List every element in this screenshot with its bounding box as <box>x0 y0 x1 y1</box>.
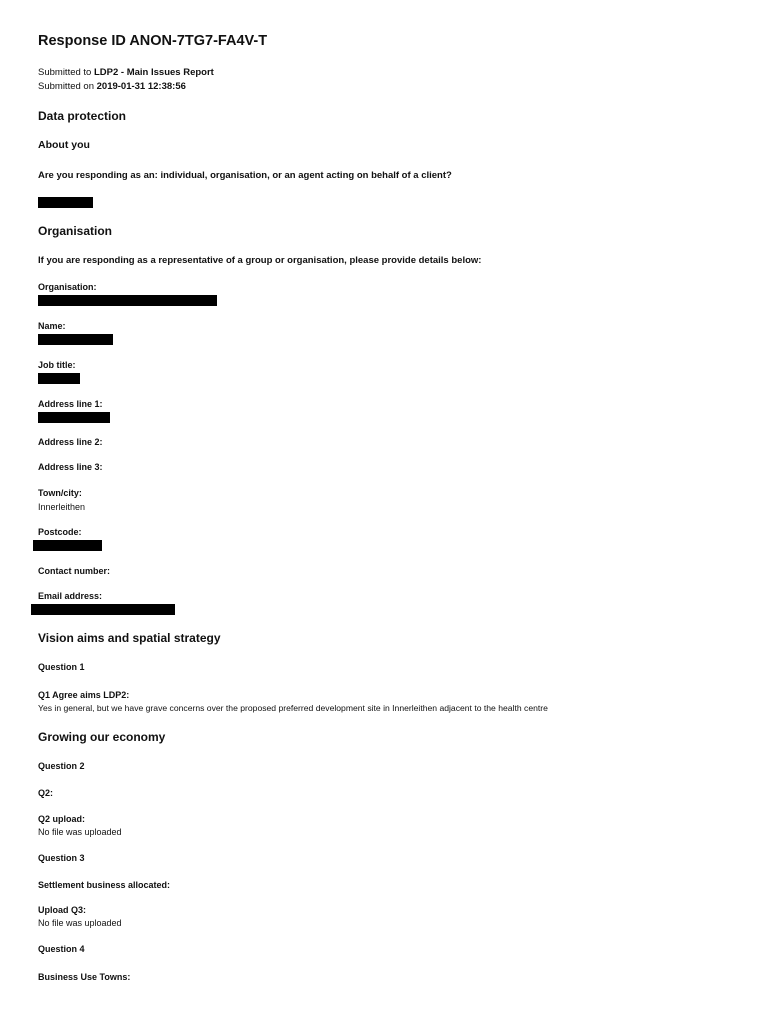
address-line-2-label: Address line 2: <box>38 437 103 447</box>
address-line-3-label: Address line 3: <box>38 462 103 472</box>
contact-number-label: Contact number: <box>38 566 110 576</box>
submitted-to-value: LDP2 - Main Issues Report <box>93 67 214 78</box>
q4-label: Business Use Towns: <box>38 972 131 982</box>
address-line-1-label: Address line 1: <box>38 399 103 409</box>
name-label: Name: <box>38 321 66 331</box>
redaction-block <box>38 295 217 306</box>
email-label: Email address: <box>38 591 103 601</box>
question-3-heading: Question 3 <box>38 853 85 863</box>
redaction-block <box>33 540 102 551</box>
section-heading-organisation: Organisation <box>38 224 113 238</box>
submitted-on-value: 2019-01-31 12:38:56 <box>96 81 186 92</box>
section-heading-data-protection: Data protection <box>38 109 127 123</box>
q1-label: Q1 Agree aims LDP2: <box>38 690 130 700</box>
redaction-block <box>38 373 80 384</box>
redaction-block <box>31 604 175 615</box>
submitted-to-prefix: Submitted to <box>38 67 94 78</box>
town-value: Innerleithen <box>38 502 86 512</box>
q2-label: Q2: <box>38 788 54 798</box>
page-title: Response ID ANON-7TG7-FA4V-T <box>38 33 268 49</box>
organisation-question: If you are responding as a representative of a group or organisation, please provide details below: <box>38 255 482 266</box>
job-title-label: Job title: <box>38 360 76 370</box>
redaction-block <box>38 334 113 345</box>
q1-value: Yes in general, but we have grave concerns over the proposed preferred development site in Innerleithen adjacent to the health centre <box>38 703 548 713</box>
submitted-on-line <box>38 81 186 92</box>
redaction-block <box>38 412 110 423</box>
question-1-heading: Question 1 <box>38 662 85 672</box>
q2-upload-value: No file was uploaded <box>38 827 122 837</box>
q3-upload-label: Upload Q3: <box>38 905 87 915</box>
section-heading-vision: Vision aims and spatial strategy <box>38 631 221 645</box>
redaction-block <box>38 197 93 208</box>
about-you-question: Are you responding as an: individual, organisation, or an agent acting on behalf of a client? <box>38 170 452 181</box>
question-4-heading: Question 4 <box>38 944 85 954</box>
submitted-on-prefix: Submitted on <box>38 81 97 92</box>
town-label: Town/city: <box>38 488 82 498</box>
section-heading-economy: Growing our economy <box>38 730 166 744</box>
question-2-heading: Question 2 <box>38 761 85 771</box>
section-heading-about-you: About you <box>38 139 90 151</box>
submitted-to-line <box>38 67 214 78</box>
postcode-label: Postcode: <box>38 527 82 537</box>
organisation-label: Organisation: <box>38 282 97 292</box>
q3-upload-value: No file was uploaded <box>38 918 122 928</box>
q3-label: Settlement business allocated: <box>38 880 171 890</box>
q2-upload-label: Q2 upload: <box>38 814 85 824</box>
